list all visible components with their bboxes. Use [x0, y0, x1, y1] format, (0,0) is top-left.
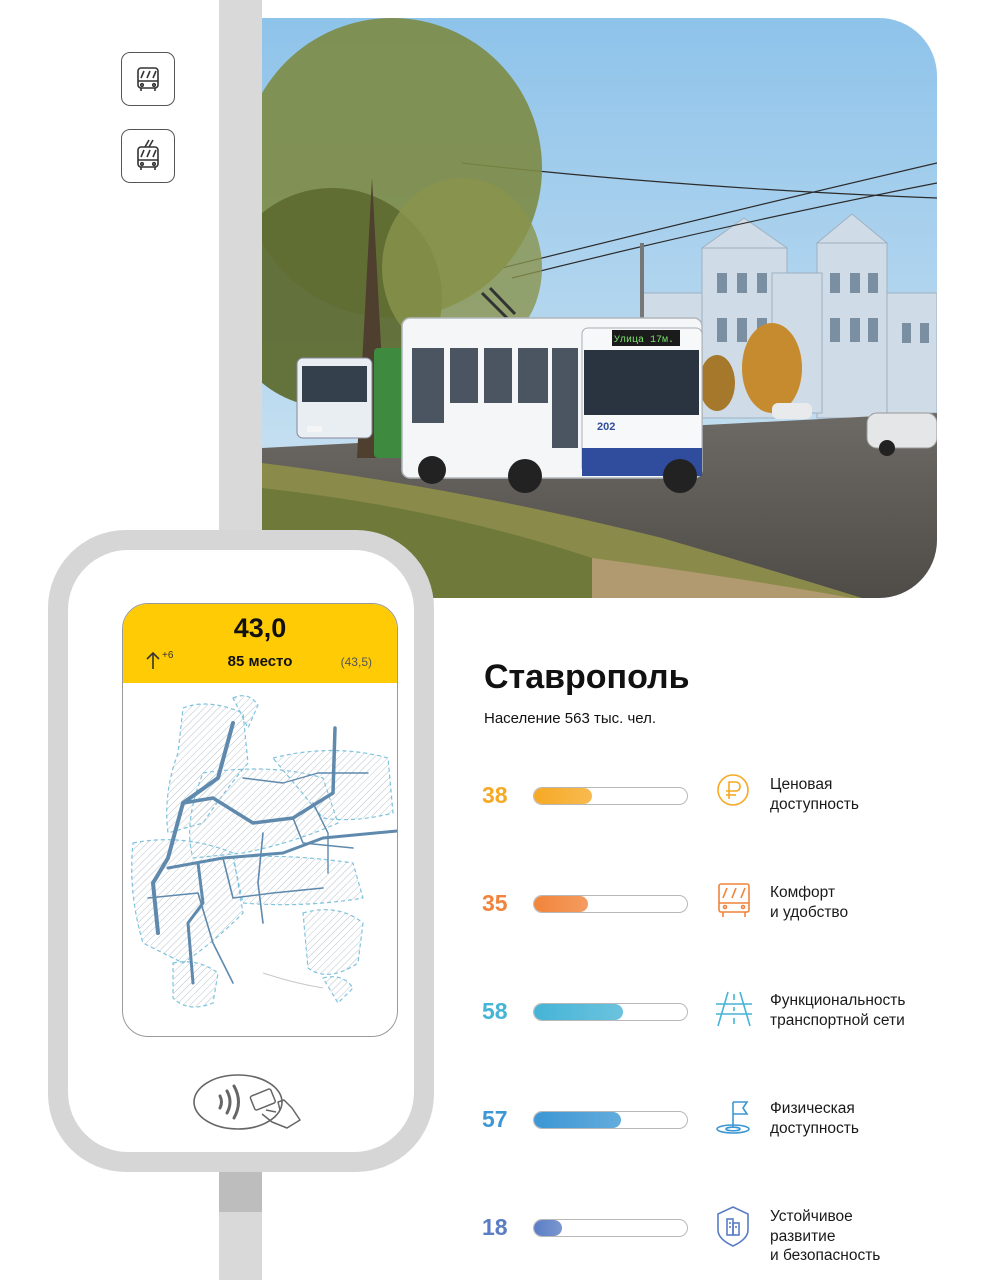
metric-bar-fill [534, 788, 592, 804]
metric-value: 58 [482, 998, 508, 1024]
metric-label: Ценовая доступность [770, 776, 859, 813]
metric-physical-accessibility [480, 1100, 950, 1174]
metric-bar-fill [534, 896, 588, 912]
metric-bar [533, 1003, 688, 1021]
metric-comfort [480, 884, 950, 958]
metric-price-affordability [480, 776, 950, 850]
vehicle-number: 202 [597, 421, 616, 433]
bus-front-icon [715, 882, 753, 924]
rank-delta: +6 [162, 650, 174, 661]
metric-bar [533, 787, 688, 805]
trolleybus-icon [121, 129, 175, 183]
city-name: Ставрополь [484, 658, 690, 696]
validator-terminal [48, 530, 434, 1172]
city-population: Население 563 тыс. чел. [484, 710, 657, 727]
shield-icon [715, 1206, 753, 1248]
validator-screen [122, 603, 398, 1037]
metric-label: Функциональность транспортной сети [770, 992, 906, 1029]
metric-label: Физическая доступность [770, 1100, 859, 1137]
metric-bar [533, 895, 688, 913]
metric-bar-fill [534, 1112, 621, 1128]
metric-value: 57 [482, 1106, 508, 1132]
accessibility-flag-icon [715, 1098, 753, 1140]
road-icon [715, 990, 753, 1032]
metric-value: 38 [482, 782, 508, 808]
metric-value: 18 [482, 1214, 508, 1240]
bus-icon [121, 52, 175, 106]
metric-label: Устойчивое развитие и безопасность [770, 1208, 881, 1264]
metric-sustainability-safety [480, 1208, 950, 1282]
ruble-icon [715, 774, 753, 816]
route-network-map [123, 683, 397, 1035]
metric-value: 35 [482, 890, 508, 916]
metric-bar-fill [534, 1004, 623, 1020]
metric-bar [533, 1219, 688, 1237]
previous-score: (43,5) [340, 655, 372, 669]
validator-pole-shadow [219, 1172, 262, 1212]
contactless-pay-icon [192, 1070, 304, 1135]
metric-bar-fill [534, 1220, 562, 1236]
route-display: Улица 17м. [614, 335, 675, 346]
validator-body [68, 550, 414, 1152]
metric-label: Комфорт и удобство [770, 884, 849, 921]
metric-network-functionality [480, 992, 950, 1066]
overall-score: 43,0 [233, 613, 287, 643]
city-photo [262, 18, 937, 598]
metric-bar [533, 1111, 688, 1129]
rank-label: 85 место [227, 653, 293, 670]
score-header [123, 604, 397, 683]
